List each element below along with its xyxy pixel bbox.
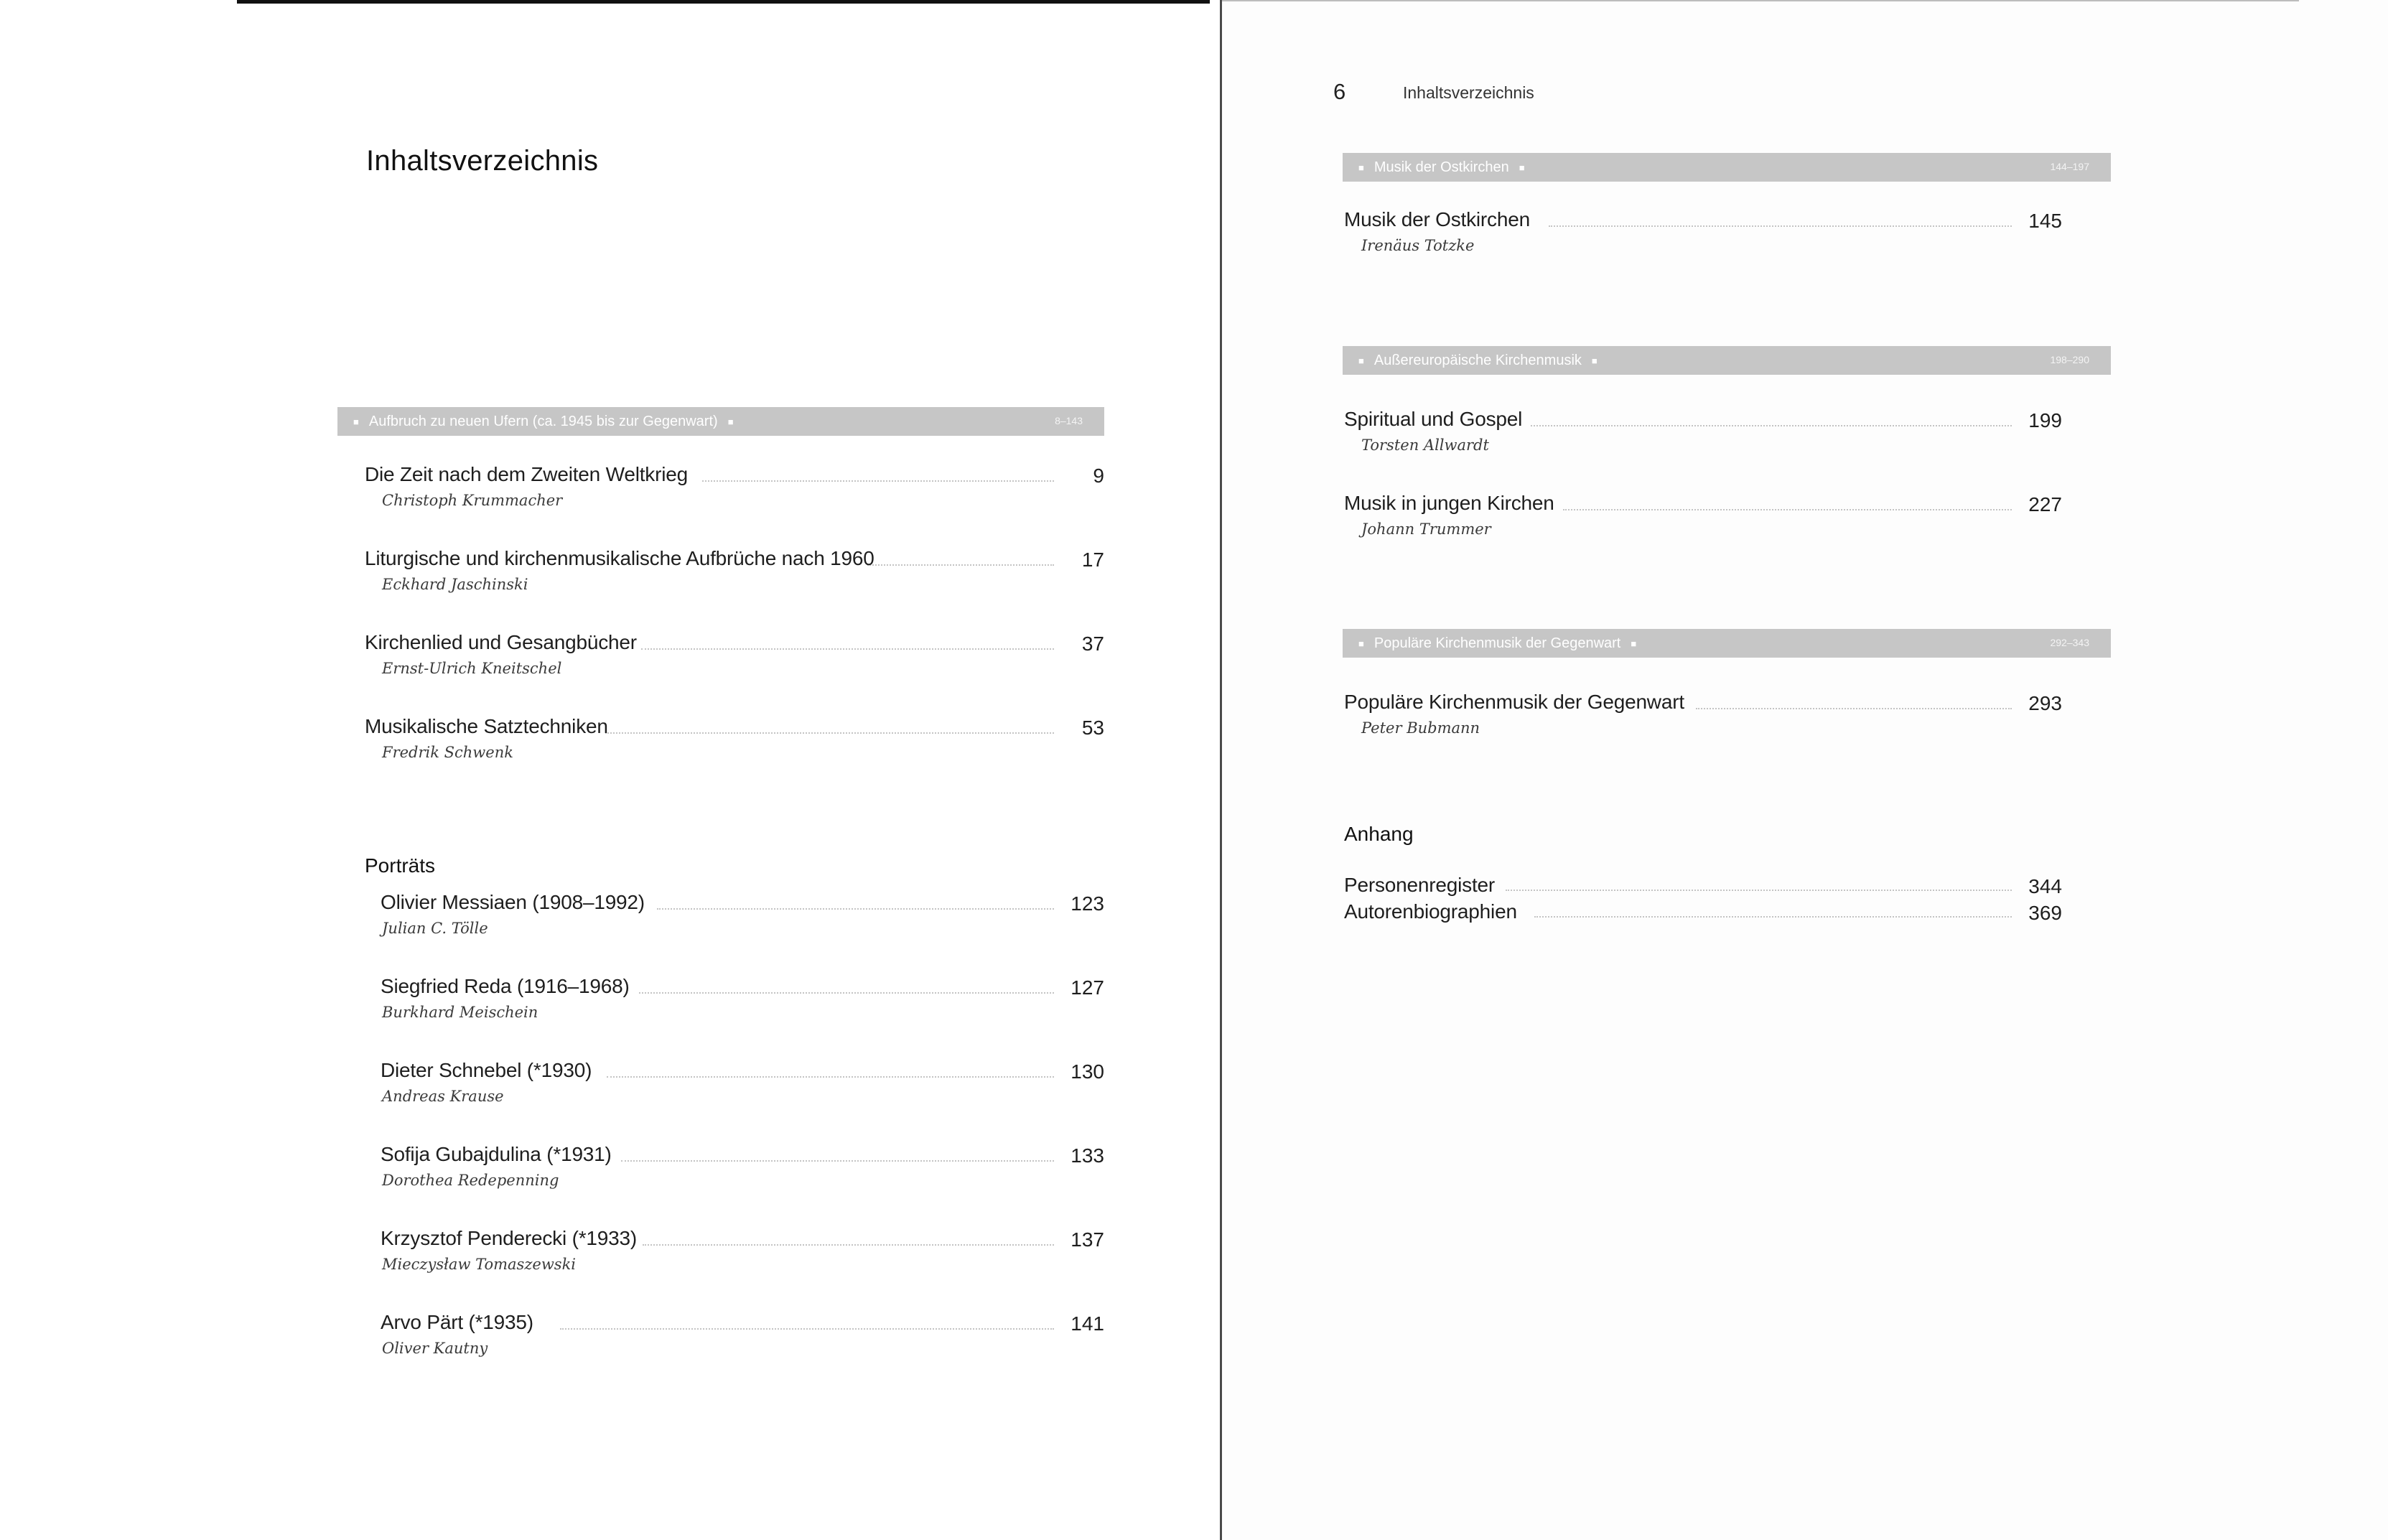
- section-band-populaere: [1343, 629, 2111, 658]
- appendix-entry[interactable]: [1344, 900, 2062, 926]
- section-band-ostkirchen: [1343, 153, 2111, 182]
- entry-title: Siegfried Reda (1916–1968): [381, 975, 630, 997]
- leader-dots: [867, 564, 1054, 566]
- entry-author: Andreas Krause: [382, 1088, 504, 1105]
- leader-dots: [1534, 916, 2012, 918]
- toc-entry[interactable]: [365, 463, 1104, 513]
- entry-title: Musik der Ostkirchen: [1344, 208, 1530, 230]
- toc-entry[interactable]: [1344, 408, 2062, 458]
- band-range: 292–343: [2050, 637, 2089, 648]
- section-band-aufbruch: [337, 407, 1104, 436]
- band-range: 144–197: [2050, 161, 2089, 172]
- entry-author: Burkhard Meischein: [382, 1004, 538, 1021]
- toc-entry[interactable]: [365, 715, 1104, 765]
- entry-title: Liturgische und kirchenmusikalische Aufbrüche nach 1960: [365, 547, 874, 569]
- entry-author: Julian C. Tölle: [382, 920, 488, 937]
- leader-dots: [607, 1076, 1054, 1078]
- leader-dots: [1531, 425, 2012, 426]
- section-band-aussereuropaeisch: [1343, 346, 2111, 375]
- entry-author: Ernst-Ulrich Kneitschel: [382, 660, 562, 677]
- entry-title: Musikalische Satztechniken: [365, 715, 608, 737]
- leader-dots: [1506, 890, 2012, 891]
- band-label: Außereuropäische Kirchenmusik: [1373, 352, 1582, 368]
- entry-author: Johann Trummer: [1361, 521, 1491, 538]
- band-range: 8–143: [1055, 415, 1083, 426]
- toc-entry[interactable]: [1344, 492, 2062, 542]
- toc-entry[interactable]: [365, 631, 1104, 681]
- band-marker-icon: ■: [727, 416, 734, 427]
- page-edge: [1222, 0, 2299, 1]
- band-marker-icon: ■: [1591, 355, 1598, 366]
- entry-title: Krzysztof Penderecki (*1933): [381, 1227, 638, 1249]
- page-number: 6: [1333, 79, 1346, 104]
- entry-title: Dieter Schnebel (*1930): [381, 1059, 592, 1081]
- toc-entry[interactable]: [365, 547, 1104, 597]
- top-rule: [237, 0, 1210, 4]
- leader-dots: [1549, 225, 2012, 227]
- band-marker-icon: ■: [1358, 162, 1364, 173]
- running-title: Inhaltsverzeichnis: [1403, 83, 1534, 102]
- entry-author: Peter Bubmann: [1361, 719, 1480, 737]
- entry-page: 37: [1081, 633, 1104, 655]
- entry-author: Torsten Allwardt: [1361, 437, 1489, 454]
- toc-heading: Inhaltsverzeichnis: [366, 145, 599, 177]
- entry-title: Populäre Kirchenmusik der Gegenwart: [1344, 691, 1684, 713]
- entry-page: 9: [1093, 465, 1104, 487]
- toc-entry[interactable]: [381, 1311, 1104, 1361]
- entry-title: Musik in jungen Kirchen: [1344, 492, 1554, 514]
- entry-title: Sofija Gubajdulina (*1931): [381, 1143, 612, 1165]
- entry-title: Autorenbiographien: [1344, 900, 1517, 923]
- toc-entry[interactable]: [381, 1143, 1104, 1193]
- band-range: 198–290: [2050, 354, 2089, 365]
- band-marker-icon: ■: [1519, 162, 1525, 173]
- leader-dots: [1563, 509, 2012, 510]
- appendix-heading: Anhang: [1344, 823, 1414, 845]
- entry-author: Christoph Krummacher: [382, 492, 563, 509]
- leader-dots: [657, 908, 1054, 910]
- entry-page: 145: [2028, 210, 2062, 232]
- entry-page: 344: [2028, 875, 2062, 897]
- band-marker-icon: ■: [353, 416, 359, 427]
- toc-entry[interactable]: [1344, 691, 2062, 741]
- leader-dots: [560, 1328, 1054, 1330]
- band-label: Aufbruch zu neuen Ufern (ca. 1945 bis zur Gegenwart): [368, 413, 718, 429]
- leader-dots: [605, 732, 1054, 734]
- entry-page: 137: [1071, 1228, 1104, 1251]
- band-marker-icon: ■: [1358, 638, 1364, 649]
- leader-dots: [621, 1160, 1054, 1162]
- leader-dots: [702, 480, 1054, 482]
- toc-entry[interactable]: [381, 1059, 1104, 1109]
- leader-dots: [641, 648, 1054, 650]
- entry-author: Mieczysław Tomaszewski: [382, 1256, 577, 1273]
- toc-entry[interactable]: [1344, 208, 2062, 258]
- band-label: Musik der Ostkirchen: [1373, 159, 1509, 175]
- entry-title: Personenregister: [1344, 874, 1496, 896]
- entry-author: Eckhard Jaschinski: [382, 576, 528, 593]
- leader-dots: [639, 992, 1054, 994]
- entry-author: Oliver Kautny: [382, 1340, 488, 1357]
- entry-author: Irenäus Totzke: [1361, 237, 1475, 254]
- band-label: Populäre Kirchenmusik der Gegenwart: [1373, 635, 1621, 651]
- entry-page: 130: [1071, 1060, 1104, 1083]
- entry-title: Die Zeit nach dem Zweiten Weltkrieg: [365, 463, 688, 485]
- entry-page: 123: [1071, 892, 1104, 915]
- entry-page: 141: [1071, 1312, 1104, 1335]
- entry-title: Arvo Pärt (*1935): [381, 1311, 533, 1333]
- band-marker-icon: ■: [1358, 355, 1364, 366]
- entry-page: 127: [1071, 976, 1104, 999]
- entry-page: 227: [2028, 493, 2062, 515]
- entry-title: Olivier Messiaen (1908–1992): [381, 891, 645, 913]
- entry-page: 369: [2028, 902, 2062, 924]
- entry-page: 53: [1081, 717, 1104, 739]
- toc-entry[interactable]: [381, 891, 1104, 941]
- toc-entry[interactable]: [381, 1227, 1104, 1277]
- entry-page: 17: [1081, 549, 1104, 571]
- band-marker-icon: ■: [1631, 638, 1637, 649]
- entry-page: 293: [2028, 692, 2062, 714]
- appendix-entry[interactable]: [1344, 874, 2062, 900]
- leader-dots: [1696, 708, 2012, 709]
- entry-title: Spiritual und Gospel: [1344, 408, 1523, 430]
- right-page: [1222, 0, 2388, 1540]
- entry-author: Dorothea Redepenning: [382, 1172, 559, 1189]
- entry-page: 199: [2028, 409, 2062, 431]
- leader-dots: [643, 1244, 1054, 1246]
- entry-page: 133: [1071, 1144, 1104, 1167]
- entry-title: Kirchenlied und Gesangbücher: [365, 631, 637, 653]
- toc-entry[interactable]: [381, 975, 1104, 1025]
- portraits-heading: Porträts: [365, 854, 436, 877]
- entry-author: Fredrik Schwenk: [382, 744, 513, 761]
